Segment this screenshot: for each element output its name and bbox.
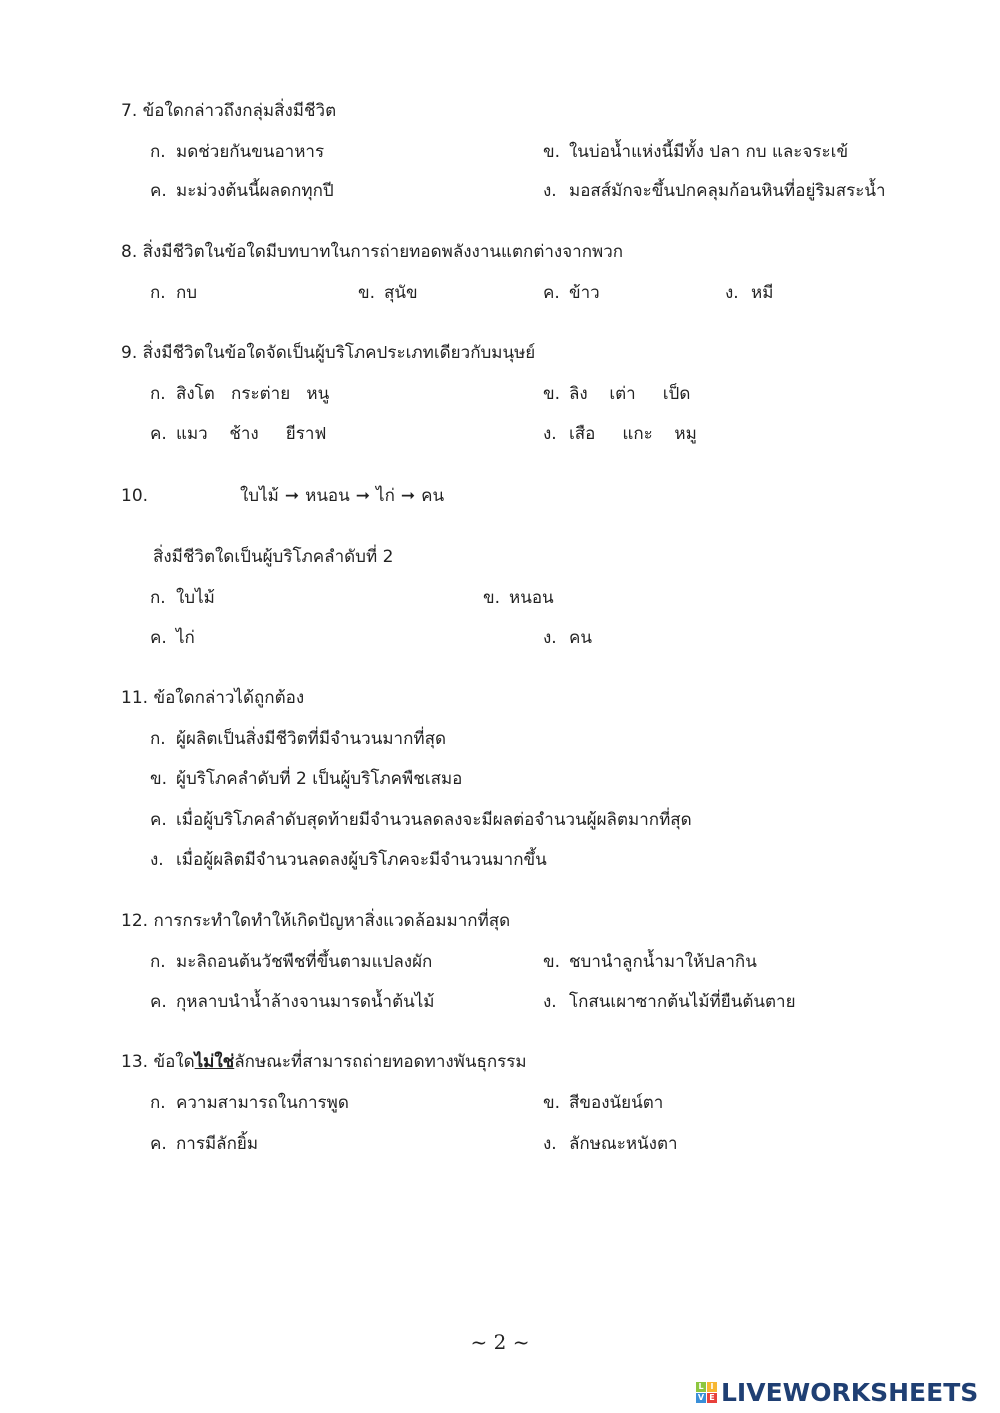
option[interactable] bbox=[150, 950, 432, 974]
option-text: สิงโต กระต่าย หนู bbox=[176, 384, 330, 404]
option[interactable] bbox=[543, 140, 848, 164]
page-number: ~ 2 ~ bbox=[470, 1330, 530, 1354]
option-label: ข. bbox=[543, 952, 561, 972]
chain-item: ใบไม้ bbox=[240, 486, 279, 506]
option[interactable] bbox=[150, 281, 197, 305]
question-9-stem bbox=[121, 341, 535, 365]
question-text: ข้อใดกล่าวถึงกลุ่มสิ่งมีชีวิต bbox=[142, 101, 337, 121]
option-label: ก. bbox=[150, 952, 166, 972]
question-number: 12. bbox=[121, 911, 149, 931]
option[interactable] bbox=[358, 281, 418, 305]
option[interactable] bbox=[543, 422, 697, 446]
arrow-right-icon: ➞ bbox=[355, 486, 371, 506]
question-emphasis: ไม่ใช่ bbox=[194, 1052, 235, 1072]
option[interactable] bbox=[543, 990, 796, 1014]
question-13-stem bbox=[121, 1050, 527, 1074]
option-text: ข้าว bbox=[569, 283, 600, 303]
option-text: มดช่วยกันขนอาหาร bbox=[176, 142, 325, 162]
option[interactable] bbox=[543, 626, 592, 650]
option[interactable] bbox=[725, 281, 773, 305]
option-label: ง. bbox=[725, 283, 739, 303]
option[interactable] bbox=[483, 586, 554, 610]
option-label: ก. bbox=[150, 729, 166, 749]
option[interactable] bbox=[150, 1132, 258, 1156]
option-label: ข. bbox=[150, 769, 168, 789]
question-text: สิ่งมีชีวิตในข้อใดจัดเป็นผู้บริโภคประเภทเดียวกับมนุษย์ bbox=[142, 343, 536, 363]
option-label: ค. bbox=[150, 424, 167, 444]
logo-icon bbox=[696, 1382, 717, 1403]
option[interactable] bbox=[543, 382, 690, 406]
logo-letter: I bbox=[707, 1382, 717, 1392]
option-text: ชบานำลูกน้ำมาให้ปลากิน bbox=[569, 952, 757, 972]
option-text: คน bbox=[569, 628, 592, 648]
option-text: กบ bbox=[176, 283, 198, 303]
option-label: ง. bbox=[543, 628, 557, 648]
option[interactable] bbox=[150, 179, 334, 203]
logo-letter: E bbox=[707, 1393, 717, 1403]
question-12-stem bbox=[121, 909, 510, 933]
option-text: ผู้บริโภคลำดับที่ 2 เป็นผู้บริโภคพืชเสมอ bbox=[176, 769, 463, 789]
option-text: เสือ แกะ หมู bbox=[569, 424, 697, 444]
option-text: สีของนัยน์ตา bbox=[569, 1093, 664, 1113]
question-number: 11. bbox=[121, 688, 149, 708]
option[interactable] bbox=[543, 1132, 678, 1156]
option-label: ง. bbox=[543, 424, 557, 444]
option-label: ค. bbox=[150, 810, 167, 830]
option-label: ง. bbox=[150, 850, 164, 870]
option-label: ค. bbox=[150, 1134, 167, 1154]
option-label: ก. bbox=[150, 384, 166, 404]
option-label: ค. bbox=[543, 283, 560, 303]
option-label: ง. bbox=[543, 181, 557, 201]
option[interactable] bbox=[150, 767, 462, 791]
option[interactable] bbox=[150, 848, 547, 872]
logo-letter: V bbox=[697, 1393, 705, 1402]
question-text: สิ่งมีชีวิตใดเป็นผู้บริโภคลำดับที่ 2 bbox=[153, 547, 394, 567]
question-8-stem bbox=[121, 240, 623, 264]
option-text: เมื่อผู้ผลิตมีจำนวนลดลงผู้บริโภคจะมีจำนวนมากขึ้น bbox=[176, 850, 547, 870]
logo-letter: L bbox=[696, 1382, 706, 1392]
option-text: ลักษณะหนังตา bbox=[569, 1134, 678, 1154]
option-text: กุหลาบนำน้ำล้างจานมารดน้ำต้นไม้ bbox=[176, 992, 435, 1012]
option-label: ง. bbox=[543, 1134, 557, 1154]
option-label: ค. bbox=[150, 628, 167, 648]
option[interactable] bbox=[150, 422, 326, 446]
option[interactable] bbox=[150, 140, 324, 164]
option-label: ข. bbox=[543, 384, 561, 404]
option-label: ก. bbox=[150, 283, 166, 303]
option-text: ลิง เต่า เป็ด bbox=[569, 384, 691, 404]
option-text: หมี bbox=[751, 283, 774, 303]
question-number: 7. bbox=[121, 101, 138, 121]
option-text: ไก่ bbox=[176, 628, 195, 648]
option[interactable] bbox=[150, 382, 329, 406]
question-number: 9. bbox=[121, 343, 138, 363]
option-text: ผู้ผลิตเป็นสิ่งมีชีวิตที่มีจำนวนมากที่สุด bbox=[176, 729, 446, 749]
question-11-stem bbox=[121, 686, 304, 710]
option-text: หนอน bbox=[509, 588, 554, 608]
option[interactable] bbox=[543, 1091, 663, 1115]
chain-item: หนอน bbox=[305, 486, 350, 506]
question-text: ข้อใดกล่าวได้ถูกต้อง bbox=[153, 688, 305, 708]
option[interactable] bbox=[543, 281, 600, 305]
question-7-stem bbox=[121, 99, 336, 123]
option-label: ข. bbox=[543, 1093, 561, 1113]
question-text: ข้อใด bbox=[153, 1052, 195, 1072]
option-text: การมีลักยิ้ม bbox=[176, 1134, 259, 1154]
option-label: ก. bbox=[150, 142, 166, 162]
option-label: ข. bbox=[543, 142, 561, 162]
chain-item: คน bbox=[421, 486, 445, 506]
option-label: ข. bbox=[358, 283, 376, 303]
option-label: ค. bbox=[150, 992, 167, 1012]
question-number: 8. bbox=[121, 242, 138, 262]
option-text: ใบไม้ bbox=[176, 588, 215, 608]
option[interactable] bbox=[150, 626, 195, 650]
food-chain bbox=[240, 484, 444, 508]
question-text: ลักษณะที่สามารถถ่ายทอดทางพันธุกรรม bbox=[234, 1052, 527, 1072]
option-text: ในบ่อน้ำแห่งนี้มีทั้ง ปลา กบ และจระเข้ bbox=[569, 142, 849, 162]
option[interactable] bbox=[150, 1091, 349, 1115]
liveworksheets-logo[interactable] bbox=[696, 1378, 978, 1407]
option-text: แมว ช้าง ยีราฟ bbox=[176, 424, 327, 444]
option-text: ความสามารถในการพูด bbox=[176, 1093, 349, 1113]
arrow-right-icon: ➞ bbox=[284, 486, 300, 506]
option-label: ข. bbox=[483, 588, 501, 608]
option-text: มะม่วงต้นนี้ผลดกทุกปี bbox=[176, 181, 334, 201]
option-text: โกสนเผาซากต้นไม้ที่ยืนต้นตาย bbox=[569, 992, 796, 1012]
option-text: มะลิถอนต้นวัชพืชที่ขึ้นตามแปลงผัก bbox=[176, 952, 433, 972]
option[interactable] bbox=[543, 950, 757, 974]
option-label: ง. bbox=[543, 992, 557, 1012]
option-label: ก. bbox=[150, 588, 166, 608]
option-text: มอสส์มักจะขึ้นปกคลุมก้อนหินที่อยู่ริมสระน้ำ bbox=[569, 181, 886, 201]
arrow-right-icon: ➞ bbox=[400, 486, 416, 506]
question-number: 13. bbox=[121, 1052, 149, 1072]
option[interactable] bbox=[150, 727, 446, 751]
option-text: เมื่อผู้บริโภคลำดับสุดท้ายมีจำนวนลดลงจะมีผลต่อจำนวนผู้ผลิตมากที่สุด bbox=[176, 810, 692, 830]
option[interactable] bbox=[150, 990, 435, 1014]
option-label: ค. bbox=[150, 181, 167, 201]
logo-text: LIVEWORKSHEETS bbox=[721, 1378, 979, 1407]
option[interactable] bbox=[150, 808, 692, 832]
option-label: ก. bbox=[150, 1093, 166, 1113]
question-number: 10. bbox=[121, 486, 149, 506]
chain-item: ไก่ bbox=[376, 486, 395, 506]
option[interactable] bbox=[543, 179, 886, 203]
question-text: สิ่งมีชีวิตในข้อใดมีบทบาทในการถ่ายทอดพลังงานแตกต่างจากพวก bbox=[142, 242, 624, 262]
option-text: สุนัข bbox=[384, 283, 418, 303]
question-text: การกระทำใดทำให้เกิดปัญหาสิ่งแวดล้อมมากที่สุด bbox=[153, 911, 511, 931]
option[interactable] bbox=[150, 586, 215, 610]
